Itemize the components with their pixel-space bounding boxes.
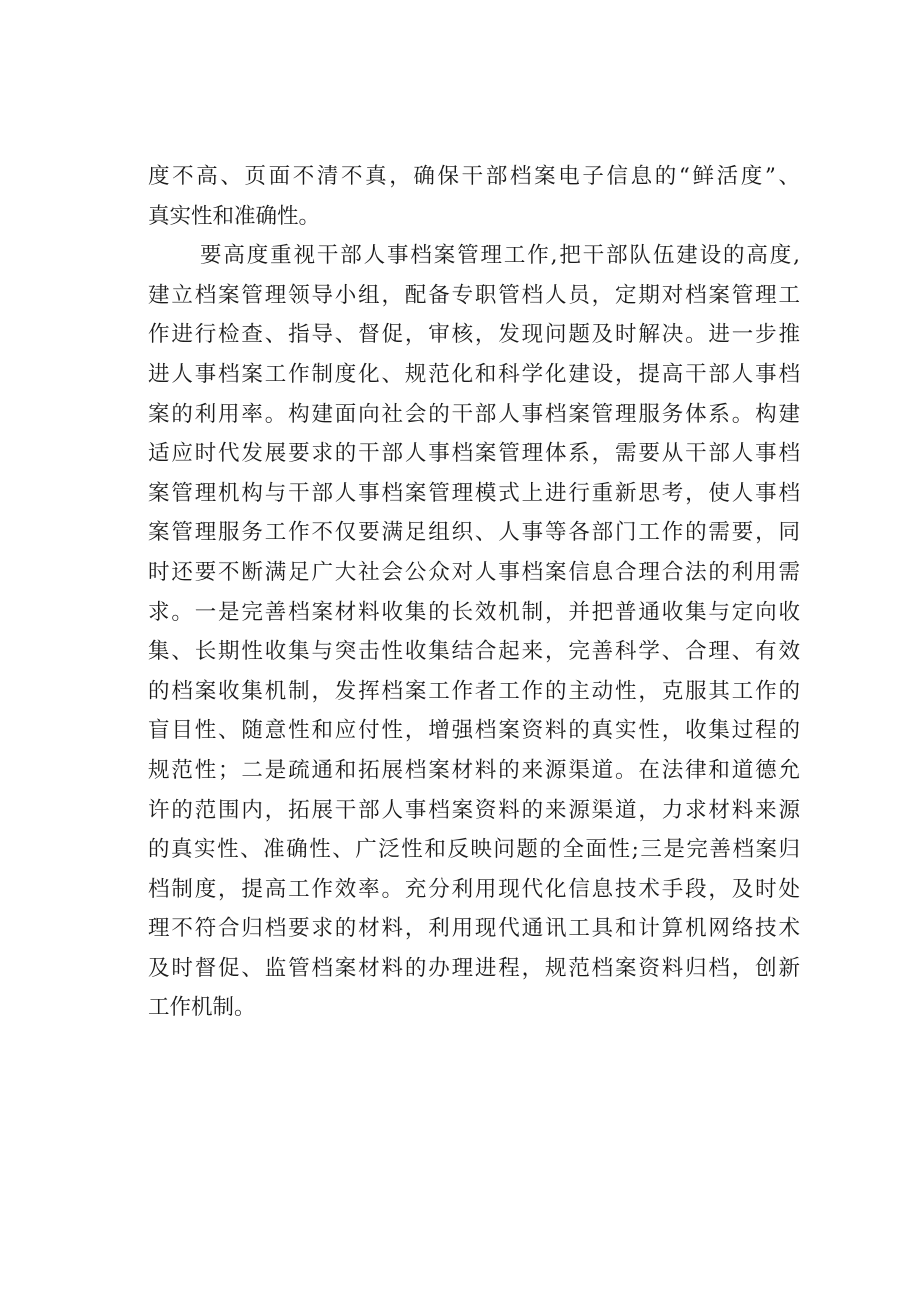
text-line: 的档案收集机制，发挥档案工作者工作的主动性，克服其工作的: [148, 678, 800, 704]
text-line: 理不符合归档要求的材料，利用现代通讯工具和计算机网络技术: [148, 916, 800, 942]
text-line: 许的范围内，拓展干部人事档案资料的来源渠道，力求材料来源: [148, 797, 800, 823]
text-line: 真实性和准确性。: [148, 203, 321, 229]
text-line: 规范性；二是疏通和拓展档案材料的来源渠道。在法律和道德允: [148, 757, 800, 783]
text-line: 盲目性、随意性和应付性，增强档案资料的真实性，收集过程的: [148, 718, 800, 744]
text-line: 适应时代发展要求的干部人事档案管理体系，需要从干部人事档: [148, 441, 800, 467]
text-line: 作进行检查、指导、督促，审核，发现问题及时解决。进一步推: [148, 322, 800, 348]
text-line: 案管理服务工作不仅要满足组织、人事等各部门工作的需要，同: [148, 520, 800, 546]
text-line: 时还要不断满足广大社会公众对人事档案信息合理合法的利用需: [148, 559, 800, 585]
text-line: 度不高、页面不清不真，确保干部档案电子信息的“鲜活度”、: [148, 164, 800, 189]
text-line: 求。一是完善档案材料收集的长效机制，并把普通收集与定向收: [148, 599, 800, 625]
text-line: 及时督促、监管档案材料的办理进程，规范档案资料归档，创新: [148, 955, 800, 981]
text-line: 集、长期性收集与突击性收集结合起来，完善科学、合理、有效: [148, 639, 800, 665]
body-text: [148, 157, 800, 1028]
text-line: 的真实性、准确性、广泛性和反映问题的全面性;三是完善档案归: [148, 837, 800, 863]
text-line: 案的利用率。构建面向社会的干部人事档案管理服务体系。构建: [148, 401, 800, 427]
text-line: 工作机制。: [148, 995, 256, 1021]
text-line: 进人事档案工作制度化、规范化和科学化建设，提高干部人事档: [148, 361, 800, 387]
text-line: 档制度，提高工作效率。充分利用现代化信息技术手段，及时处: [148, 876, 800, 902]
paragraph-first-line: 要高度重视干部人事档案管理工作,把干部队伍建设的高度,: [200, 243, 800, 269]
text-line: 建立档案管理领导小组，配备专职管档人员，定期对档案管理工: [148, 282, 800, 308]
text-line: 案管理机构与干部人事档案管理模式上进行重新思考，使人事档: [148, 480, 800, 506]
